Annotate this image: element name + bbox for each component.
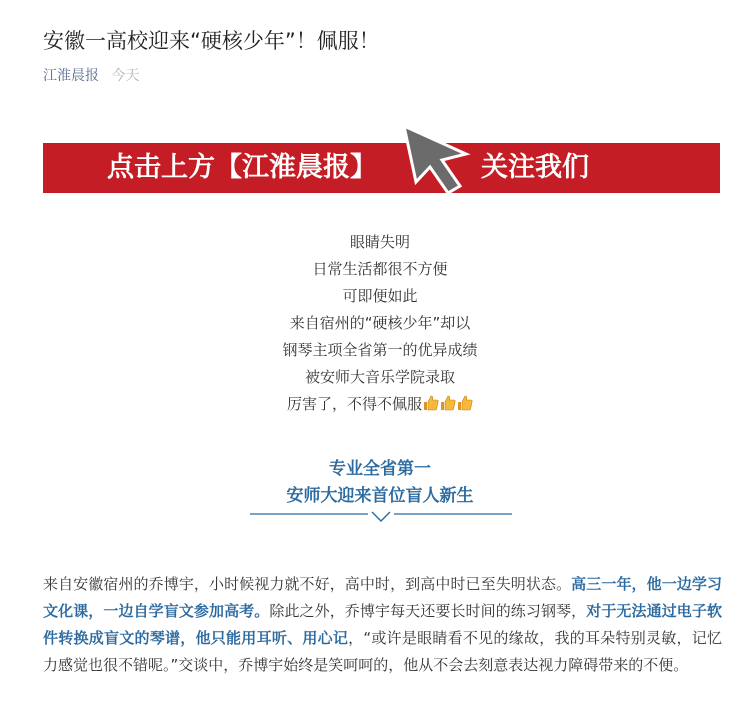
section-heading-line2 xyxy=(0,483,749,509)
poem-line: 被安师大音乐学院录取 xyxy=(304,368,455,386)
thumbs-up-icon xyxy=(457,395,473,411)
body-paragraph xyxy=(43,571,722,679)
follow-banner[interactable] xyxy=(43,143,720,193)
body-highlight: 高三一年，他一边学习文化课，一边自学盲文参加高考。 xyxy=(43,575,722,620)
publish-date: 今天 xyxy=(111,68,140,84)
poem-line: 钢琴主项全省第一的优异成绩 xyxy=(282,341,478,359)
poem-line: 来自宿州的“硬核少年”却以 xyxy=(289,314,471,332)
banner-left-text: 点击上方【江淮晨报】 xyxy=(107,152,377,183)
intro-poem xyxy=(0,229,749,418)
thumbs-up-icon xyxy=(423,395,439,411)
chevron-divider-icon xyxy=(250,510,512,524)
poem-last-line xyxy=(0,391,749,418)
section-heading-text: 专业全省第一 xyxy=(329,459,431,479)
cursor-arrow-icon xyxy=(396,120,476,200)
account-name-link[interactable]: 江淮晨报 xyxy=(43,68,99,84)
section-heading-text: 安师大迎来首位盲人新生 xyxy=(286,486,474,506)
body-text: ，“或许是眼睛看不见的缘故，我的耳朵特别灵敏，记忆力感觉也很不错呢。”交谈中，乔博宇始终是笑呵呵的，他从不会去刻意表达视力障碍带来的不便。 xyxy=(43,629,722,674)
section-heading-line1 xyxy=(0,456,749,482)
thumbs-up-icon xyxy=(440,395,456,411)
body-text: 除此之外，乔博宇每天还要长时间的练习钢琴， xyxy=(269,602,587,620)
article-meta xyxy=(43,66,139,86)
body-highlight: 对于无法通过电子软件转换成盲文的琴谱，他只能用耳听、用心记 xyxy=(43,602,722,647)
banner-right-text: 关注我们 xyxy=(481,152,589,183)
poem-line: 日常生活都很不方便 xyxy=(312,260,448,278)
body-text: 来自安徽宿州的乔博宇，小时候视力就不好，高中时，到高中时已至失明状态。 xyxy=(43,575,572,593)
poem-line: 厉害了，不得不佩服 xyxy=(286,395,422,413)
article-title: 安徽一高校迎来“硬核少年”！佩服！ xyxy=(43,29,380,53)
poem-line: 眼睛失明 xyxy=(349,233,410,251)
poem-line: 可即便如此 xyxy=(342,287,418,305)
